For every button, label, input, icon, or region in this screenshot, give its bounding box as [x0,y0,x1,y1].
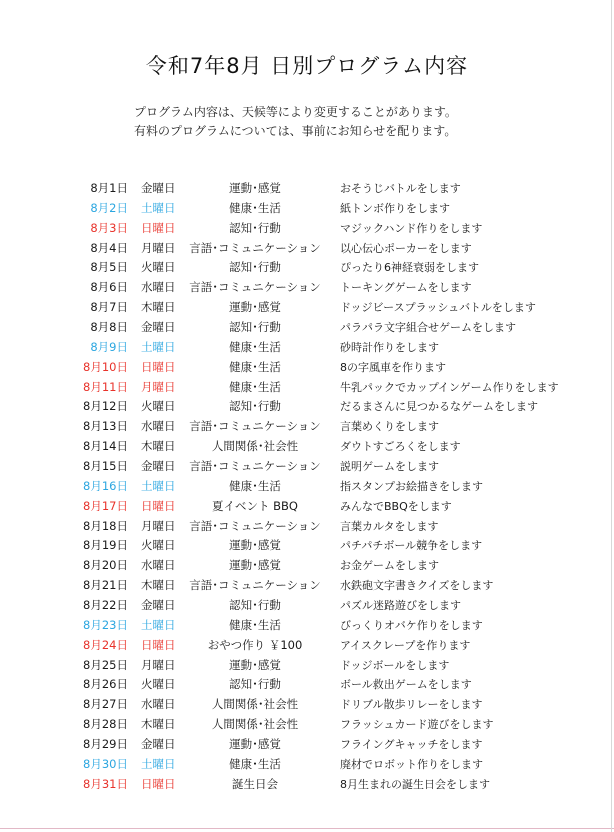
row-date: 8月15日 [83,459,128,474]
row-activity: トーキングゲームをします [340,281,472,295]
row-activity: お金ゲームをします [340,559,439,573]
schedule-row [0,197,614,217]
schedule-row [0,534,614,554]
schedule-row [0,654,614,674]
row-category: 夏イベント BBQ [212,498,298,513]
row-weekday: 金曜日 [141,181,176,195]
row-weekday: 土曜日 [141,478,176,493]
page-title: 令和7年8月 日別プログラム内容 [145,54,469,78]
row-weekday: 火曜日 [141,538,176,553]
schedule-row [0,475,614,495]
row-weekday: 日曜日 [141,776,176,791]
bottom-divider [0,828,614,829]
row-category: 健康･生活 [229,617,281,632]
schedule-row [0,336,614,356]
schedule-row [0,693,614,713]
row-activity: パチパチボール競争をします [340,539,483,553]
row-activity: びっくりオバケ作りをします [340,618,483,632]
notes-block [134,103,457,141]
schedule-row [0,773,614,793]
row-date: 8月21日 [83,578,128,593]
schedule-row [0,634,614,654]
row-category: 言語･コミュニケーション [189,578,321,593]
row-activity: 8月生まれの誕生日会をします [340,777,490,791]
schedule-row [0,733,614,753]
row-weekday: 土曜日 [141,617,176,632]
row-weekday: 土曜日 [141,339,176,354]
right-edge-line [611,0,612,832]
row-activity: 牛乳パックでカップインゲーム作りをします [340,380,559,394]
row-activity: ドッジビースプラッシュバトルをします [340,301,536,315]
row-date: 8月10日 [83,359,128,374]
schedule-row [0,415,614,435]
row-date: 8月2日 [90,200,128,215]
row-activity: 水鉄砲文字書きクイズをします [340,579,494,593]
row-date: 8月6日 [90,280,128,295]
row-category: 誕生日会 [232,776,278,791]
row-date: 8月8日 [90,320,128,335]
row-activity: フライングキャッチをします [340,738,483,752]
row-activity: おそうじバトルをします [340,182,461,195]
schedule-row [0,296,614,316]
row-weekday: 土曜日 [141,756,176,771]
schedule-row [0,435,614,455]
row-date: 8月23日 [83,617,128,632]
row-category: 人間関係･社会性 [211,697,299,712]
schedule-row [0,356,614,376]
note-line-weather: プログラム内容は、天候等により変更することがあります。 [134,105,457,119]
row-activity: ぴったり6神経衰弱をします [340,261,479,275]
row-date: 8月14日 [83,439,128,454]
schedule-row [0,237,614,257]
row-date: 8月31日 [83,776,128,791]
row-category: 人間関係･社会性 [211,439,299,454]
schedule-list [0,177,614,793]
row-activity: パズル迷路遊びをします [340,599,461,613]
row-activity: 言葉めくりをします [340,420,439,434]
row-activity: ドッジボールをします [340,658,450,672]
row-weekday: 日曜日 [141,220,176,235]
row-activity: 以心伝心ポーカーをします [340,241,472,255]
row-weekday: 日曜日 [141,498,176,513]
schedule-row [0,495,614,515]
row-weekday: 火曜日 [141,677,176,692]
row-activity: 言葉カルタをします [340,519,439,533]
row-weekday: 金曜日 [141,320,176,335]
row-weekday: 月曜日 [141,379,176,394]
row-activity: だるまさんに見つかるなゲームをします [340,400,538,414]
row-activity: アイスクレープを作ります [340,638,471,652]
row-category: 運動･感覚 [229,657,281,672]
row-date: 8月13日 [83,419,128,434]
row-weekday: 金曜日 [141,459,176,474]
row-date: 8月29日 [83,737,128,752]
row-date: 8月4日 [90,240,128,255]
row-activity: ドリブル散歩リレーをします [340,698,483,712]
row-activity: 説明ゲームをします [340,460,439,474]
row-date: 8月22日 [83,598,128,613]
row-category: 健康･生活 [229,200,281,215]
row-date: 8月27日 [83,697,128,712]
row-activity: パラパラ文字組合せゲームをします [340,321,516,335]
row-category: 人間関係･社会性 [211,717,299,732]
row-activity: 紙トンボ作りをします [340,201,450,215]
schedule-row [0,395,614,415]
row-weekday: 月曜日 [141,240,176,255]
row-activity: 指スタンプお絵描きをします [340,479,483,493]
row-activity: みんなでBBQをします [340,499,452,513]
row-date: 8月26日 [83,677,128,692]
schedule-row [0,217,614,237]
row-date: 8月11日 [83,379,128,394]
row-category: おやつ作り ￥100 [207,637,303,652]
row-category: 健康･生活 [229,359,281,374]
row-category: 認知･行動 [229,399,281,414]
row-category: 認知･行動 [229,220,281,235]
schedule-row [0,177,614,197]
row-category: 健康･生活 [229,379,281,394]
schedule-row [0,515,614,535]
row-date: 8月1日 [90,181,128,195]
row-date: 8月9日 [90,339,128,354]
row-category: 健康･生活 [229,339,281,354]
row-activity: ダウトすごろくをします [340,440,461,454]
row-date: 8月18日 [83,518,128,533]
row-weekday: 金曜日 [141,737,176,752]
schedule-row [0,614,614,634]
row-activity: マジックハンド作りをします [340,221,483,235]
row-weekday: 土曜日 [141,200,176,215]
row-category: 認知･行動 [229,598,281,613]
row-weekday: 月曜日 [141,657,176,672]
row-date: 8月5日 [90,260,128,275]
row-category: 認知･行動 [229,677,281,692]
row-category: 運動･感覚 [229,538,281,553]
row-weekday: 木曜日 [141,300,176,315]
row-activity: 8の字風車を作ります [340,360,446,374]
row-weekday: 水曜日 [141,419,176,434]
row-date: 8月19日 [83,538,128,553]
schedule-row [0,316,614,336]
row-date: 8月7日 [90,300,128,315]
schedule-row [0,594,614,614]
row-weekday: 金曜日 [141,598,176,613]
schedule-row [0,276,614,296]
schedule-row [0,376,614,396]
row-category: 認知･行動 [229,320,281,335]
row-date: 8月25日 [83,657,128,672]
row-weekday: 水曜日 [141,558,176,573]
row-weekday: 日曜日 [141,637,176,652]
row-category: 健康･生活 [229,478,281,493]
row-weekday: 木曜日 [141,578,176,593]
row-category: 言語･コミュニケーション [189,419,321,434]
schedule-row [0,713,614,733]
schedule-row [0,574,614,594]
row-category: 運動･感覚 [229,300,281,315]
row-weekday: 木曜日 [141,717,176,732]
row-category: 運動･感覚 [229,737,281,752]
schedule-row [0,256,614,276]
row-weekday: 木曜日 [141,439,176,454]
row-weekday: 水曜日 [141,280,176,295]
row-category: 認知･行動 [229,260,281,275]
row-category: 言語･コミュニケーション [189,280,321,295]
row-activity: 砂時計作りをします [340,340,439,354]
row-weekday: 火曜日 [141,399,176,414]
row-category: 言語･コミュニケーション [189,459,321,474]
row-weekday: 水曜日 [141,697,176,712]
row-activity: フラッシュカード遊びをします [340,718,494,732]
row-date: 8月24日 [83,637,128,652]
note-line-paid: 有料のプログラムについては、事前にお知らせを配ります。 [134,124,457,138]
schedule-row [0,455,614,475]
row-category: 運動･感覚 [229,558,281,573]
schedule-row [0,753,614,773]
row-activity: ボール救出ゲームをします [340,678,472,692]
row-date: 8月16日 [83,478,128,493]
schedule-row [0,673,614,693]
row-date: 8月17日 [83,498,128,513]
row-date: 8月28日 [83,717,128,732]
row-date: 8月30日 [83,756,128,771]
row-category: 運動･感覚 [229,181,281,195]
row-date: 8月3日 [90,220,128,235]
schedule-row [0,554,614,574]
row-weekday: 日曜日 [141,359,176,374]
row-category: 言語･コミュニケーション [189,518,321,533]
row-category: 健康･生活 [229,756,281,771]
row-category: 言語･コミュニケーション [189,240,321,255]
row-date: 8月12日 [83,399,128,414]
row-date: 8月20日 [83,558,128,573]
row-activity: 廃材でロボット作りをします [340,757,483,771]
row-weekday: 火曜日 [141,260,176,275]
row-weekday: 月曜日 [141,518,176,533]
